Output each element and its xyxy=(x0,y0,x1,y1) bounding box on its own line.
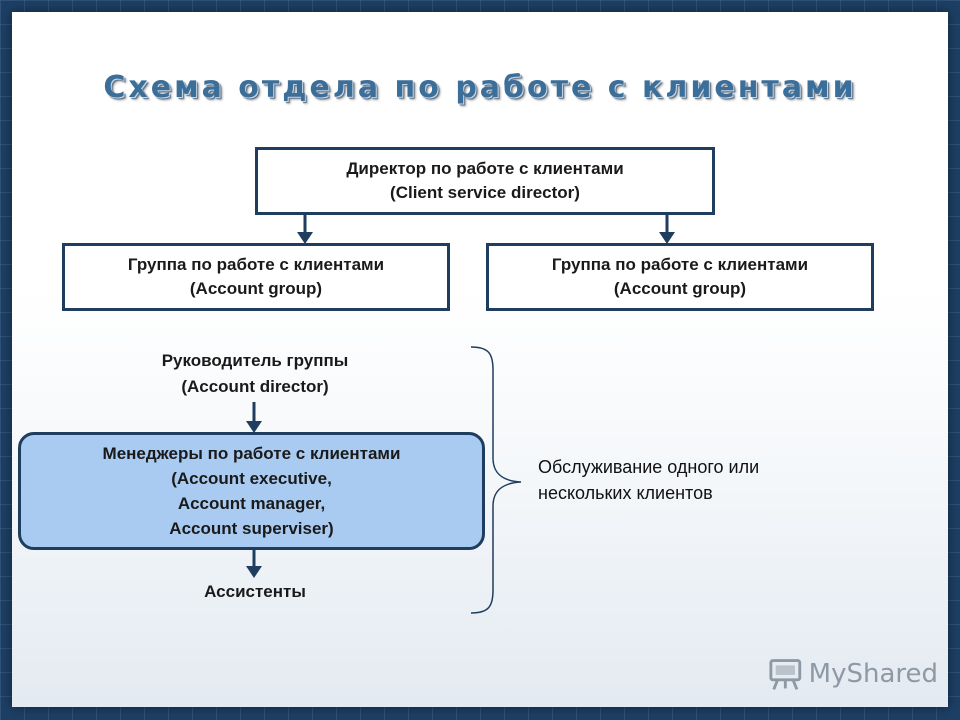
arrowhead-group-right xyxy=(659,232,675,244)
managers-role-1: (Account executive, xyxy=(171,469,332,488)
account-group-right-title: Группа по работе с клиентами xyxy=(551,255,809,274)
account-group-left-title: Группа по работе с клиентами xyxy=(127,255,385,274)
managers-role-3: Account superviser) xyxy=(169,519,334,538)
slide-title: Схема отдела по работе с клиентами xyxy=(103,70,857,105)
arrowhead-managers xyxy=(246,421,262,433)
arrowhead-assistants xyxy=(246,566,262,578)
assistants-label: Ассистенты xyxy=(204,582,306,601)
director-subtitle: (Client service director) xyxy=(390,183,580,202)
myshared-logo xyxy=(768,654,938,694)
group-lead-subtitle: (Account director) xyxy=(181,377,329,396)
service-note-line-1: Обслуживание одного или xyxy=(538,457,760,477)
account-group-right-subtitle: (Account group) xyxy=(613,279,747,298)
group-lead-title: Руководитель группы xyxy=(161,351,349,370)
account-group-left-subtitle: (Account group) xyxy=(189,279,323,298)
arrowhead-group-left xyxy=(297,232,313,244)
presentation-board-icon xyxy=(768,656,803,692)
brace-right xyxy=(471,347,521,613)
director-title: Директор по работе с клиентами xyxy=(346,159,624,178)
managers-title: Менеджеры по работе с клиентами xyxy=(102,444,401,463)
managers-role-2: Account manager, xyxy=(177,494,326,513)
logo-text: MyShared xyxy=(808,659,938,689)
service-note-line-2: нескольких клиентов xyxy=(538,483,713,503)
